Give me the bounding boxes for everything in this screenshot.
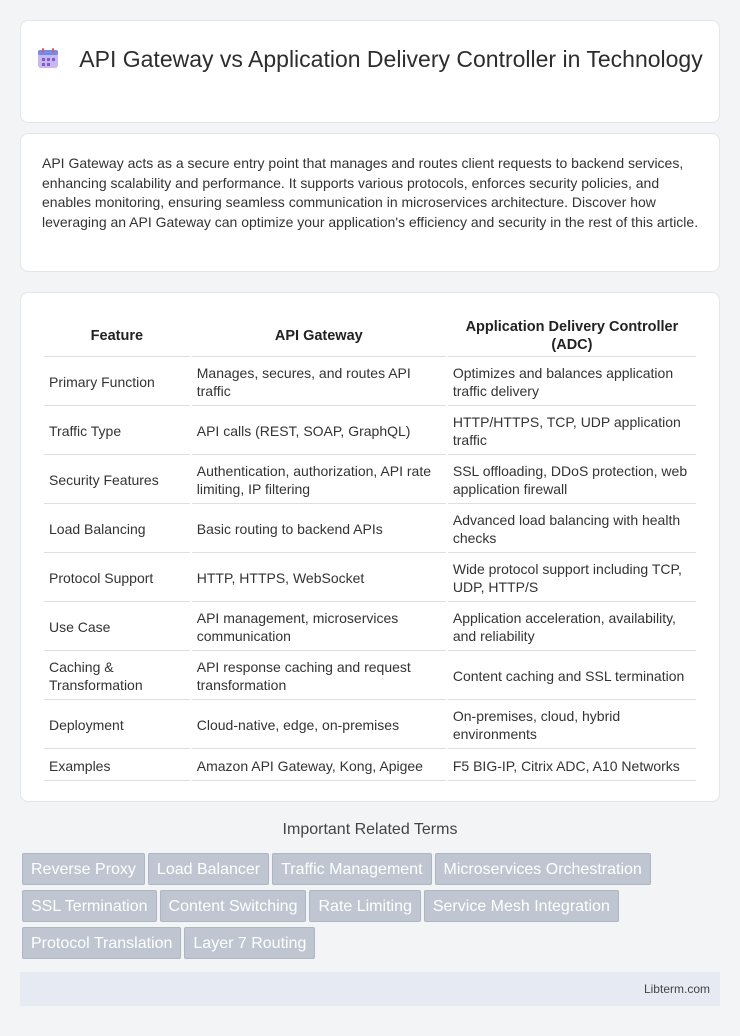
api-gateway-cell: Amazon API Gateway, Kong, Apigee	[192, 751, 446, 781]
intro-paragraph: API Gateway acts as a secure entry point that manages and routes client requests to backend services, enhancing scalability and performance. It supports various protocols, enforces security policies, and enables monitoring, ensuring seamless communication in microservices architecture. Discover how leveraging an API Gateway can optimize your application's efficiency and security in the rest of this article.	[42, 155, 699, 230]
feature-cell: Examples	[44, 751, 190, 781]
feature-cell: Security Features	[44, 457, 190, 504]
header-api-gateway: API Gateway	[192, 316, 446, 357]
comparison-table	[42, 314, 698, 783]
tag-row	[22, 890, 722, 927]
api-gateway-cell: API calls (REST, SOAP, GraphQL)	[192, 408, 446, 455]
api-gateway-cell: API response caching and request transformation	[192, 653, 446, 700]
tag-microservices-orchestration[interactable]: Microservices Orchestration	[435, 853, 651, 885]
calendar-icon	[37, 47, 59, 69]
table-row	[44, 506, 696, 553]
api-gateway-cell: Cloud-native, edge, on-premises	[192, 702, 446, 749]
adc-cell: Optimizes and balances application traffic delivery	[448, 359, 696, 406]
feature-cell: Caching & Transformation	[44, 653, 190, 700]
feature-cell: Use Case	[44, 604, 190, 651]
feature-cell: Primary Function	[44, 359, 190, 406]
adc-cell: On-premises, cloud, hybrid environments	[448, 702, 696, 749]
api-gateway-cell: Basic routing to backend APIs	[192, 506, 446, 553]
intro-card	[20, 133, 720, 272]
footer-site-link[interactable]: Libterm.com	[643, 982, 710, 996]
tag-reverse-proxy[interactable]: Reverse Proxy	[22, 853, 145, 885]
tag-load-balancer[interactable]: Load Balancer	[148, 853, 269, 885]
adc-cell: HTTP/HTTPS, TCP, UDP application traffic	[448, 408, 696, 455]
tag-service-mesh-integration[interactable]: Service Mesh Integration	[424, 890, 619, 922]
related-terms-heading: Important Related Terms	[282, 821, 458, 838]
adc-cell: SSL offloading, DDoS protection, web application firewall	[448, 457, 696, 504]
api-gateway-cell: Manages, secures, and routes API traffic	[192, 359, 446, 406]
table-header-row	[44, 316, 696, 357]
header-feature: Feature	[44, 316, 190, 357]
table-row	[44, 359, 696, 406]
tag-traffic-management[interactable]: Traffic Management	[272, 853, 431, 885]
api-gateway-cell: API management, microservices communication	[192, 604, 446, 651]
feature-cell: Deployment	[44, 702, 190, 749]
related-terms-list	[22, 853, 722, 964]
feature-cell: Load Balancing	[44, 506, 190, 553]
adc-cell: F5 BIG-IP, Citrix ADC, A10 Networks	[448, 751, 696, 781]
title-card	[20, 20, 720, 123]
table-row	[44, 604, 696, 651]
table-row	[44, 751, 696, 781]
tag-row	[22, 853, 722, 890]
feature-cell: Protocol Support	[44, 555, 190, 602]
page-title-wrap	[21, 45, 719, 74]
table-row	[44, 702, 696, 749]
tag-rate-limiting[interactable]: Rate Limiting	[309, 890, 420, 922]
tag-layer-7-routing[interactable]: Layer 7 Routing	[184, 927, 315, 959]
tag-protocol-translation[interactable]: Protocol Translation	[22, 927, 181, 959]
table-row	[44, 555, 696, 602]
adc-cell: Application acceleration, availability, and reliability	[448, 604, 696, 651]
comparison-card	[20, 292, 720, 802]
table-row	[44, 457, 696, 504]
header-adc: Application Delivery Controller (ADC)	[448, 316, 696, 357]
adc-cell: Advanced load balancing with health checks	[448, 506, 696, 553]
tag-ssl-termination[interactable]: SSL Termination	[22, 890, 157, 922]
tag-row	[22, 927, 722, 964]
api-gateway-cell: HTTP, HTTPS, WebSocket	[192, 555, 446, 602]
table-row	[44, 653, 696, 700]
feature-cell: Traffic Type	[44, 408, 190, 455]
api-gateway-cell: Authentication, authorization, API rate limiting, IP filtering	[192, 457, 446, 504]
table-row	[44, 408, 696, 455]
tag-content-switching[interactable]: Content Switching	[160, 890, 307, 922]
adc-cell: Wide protocol support including TCP, UDP, HTTP/S	[448, 555, 696, 602]
adc-cell: Content caching and SSL termination	[448, 653, 696, 700]
footer	[20, 972, 720, 1006]
page-title: API Gateway vs Application Delivery Controller in Technology	[79, 46, 703, 72]
